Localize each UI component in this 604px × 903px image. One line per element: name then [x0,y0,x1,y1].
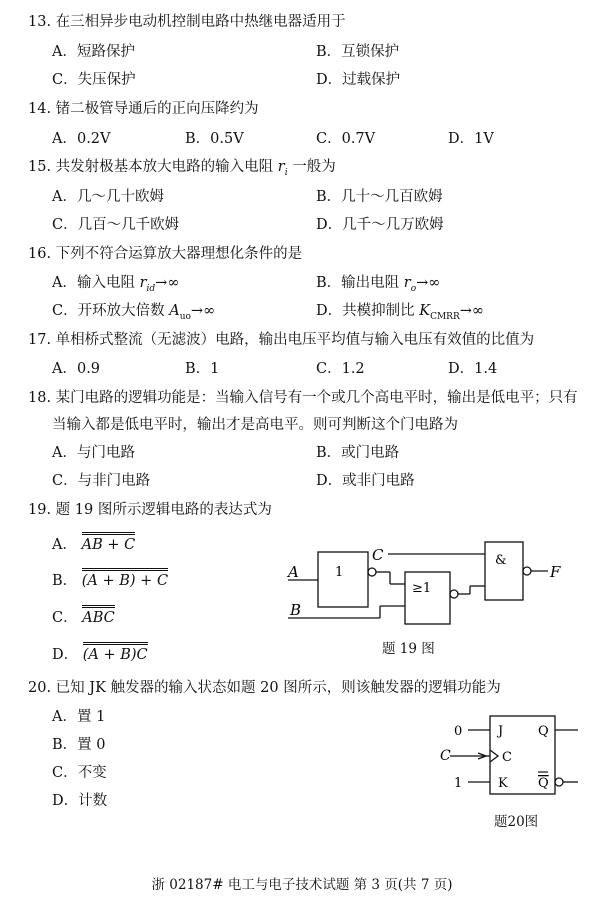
option-14-b[interactable]: B．0.5V [185,131,244,147]
pin-qbar: Q [538,776,549,791]
nor-bubble [450,590,458,598]
question-15 [28,155,336,178]
option-tail: →∞ [459,303,484,319]
option-19-c[interactable] [52,605,115,627]
option-label: C． [52,610,78,626]
question-stem: 共发射极基本放大电路的输入电阻 [55,159,274,175]
question-stem: 锗二极管导通后的正向压降约为 [55,101,259,117]
option-13-c[interactable]: C．失压保护 [52,72,136,88]
question-stem: 题 19 图所示逻辑电路的表达式为 [55,502,272,518]
question-number: 19. [28,502,52,518]
question-stem: 下列不符合运算放大器理想化条件的是 [55,246,303,262]
symbol-ri: $r_i$ [277,159,288,178]
option-text: D．共模抑制比 [316,303,415,319]
option-16-c[interactable]: C．开环放大倍数 $A_{uo}\to\infty$ [52,303,216,322]
question-14 [28,97,259,118]
option-14-c[interactable]: C．0.7V [316,131,376,147]
option-20-a[interactable]: A．置 1 [52,709,106,725]
figure-19-logic-circuit [280,530,580,635]
figure-20-caption: 题20图 [494,814,539,830]
question-17 [28,328,534,349]
input-a-label: A [288,563,299,581]
question-16 [28,242,302,263]
question-18-line2: 当输入都是低电平时，输出才是高电平。则可判断这个门电路为 [52,417,458,433]
figure-20-jk-flipflop [440,708,590,808]
clock-triangle [490,750,498,762]
option-tail: →∞ [190,303,216,319]
option-17-c[interactable]: C．1.2 [316,361,365,377]
nor-gate-label: ≥1 [412,581,432,596]
nand-gate [485,542,523,600]
question-number: 15. [28,159,52,175]
question-number: 13. [28,14,52,30]
option-16-b[interactable]: B．输出电阻 $r_o\to\infty$ [316,275,441,294]
option-15-d[interactable]: D．几千～几万欧姆 [316,217,444,233]
option-text: C．开环放大倍数 [52,303,165,319]
figure-19-caption: 题 19 图 [382,641,435,657]
question-number: 14. [28,101,52,117]
question-19 [28,498,272,519]
option-label: B． [52,573,78,589]
question-number: 20. [28,680,52,696]
option-18-d[interactable]: D．或非门电路 [316,473,415,489]
option-20-d[interactable]: D．计数 [52,793,108,809]
input-c-label: C [372,546,384,564]
question-stem: 单相桥式整流（无滤波）电路，输出电压平均值与输入电压有效值的比值为 [55,332,535,348]
question-number: 17. [28,332,52,348]
option-text: B．输出电阻 [316,275,400,291]
option-tail: →∞ [416,275,441,291]
question-stem-tail: 一般为 [292,159,336,175]
option-17-d[interactable]: D．1.4 [448,361,498,377]
question-18 [28,386,578,407]
option-14-a[interactable]: A．0.2V [52,131,111,147]
input-clock-label: C [440,748,451,764]
option-13-b[interactable]: B．互锁保护 [316,44,400,60]
option-17-a[interactable]: A．0.9 [52,361,101,377]
nor-gate [405,572,450,624]
expression-a: AB + C [82,532,136,553]
output-f-label: F [550,563,561,581]
question-number: 16. [28,246,52,262]
page-footer: 浙 02187# 电工与电子技术试题 第 3 页(共 7 页) [151,877,453,893]
option-text: A．输入电阻 [52,275,135,291]
option-19-d[interactable] [52,642,148,664]
pin-q: Q [538,724,549,739]
not-gate-label: 1 [335,565,344,580]
pin-c: C [502,750,512,765]
option-13-a[interactable]: A．短路保护 [52,44,135,60]
question-stem: 某门电路的逻辑功能是：当输入信号有一个或几个高电平时，输出是低电平；只有 [55,390,578,406]
question-stem: 在三相异步电动机控制电路中热继电器适用于 [55,14,346,30]
option-label: A． [52,537,77,553]
input-b-label: B [290,601,302,619]
expression-b: (A + B) + C [82,568,168,589]
option-20-c[interactable]: C．不变 [52,765,107,781]
option-19-a[interactable] [52,532,135,554]
nand-gate-label: & [495,553,507,568]
option-18-a[interactable]: A．与门电路 [52,445,135,461]
input-k-value: 1 [454,776,463,791]
option-13-d[interactable]: D．过载保护 [316,72,401,88]
option-18-c[interactable]: C．与非门电路 [52,473,151,489]
input-j-value: 0 [454,724,463,739]
question-number: 18. [28,390,52,406]
question-stem: 已知 JK 触发器的输入状态如题 20 图所示，则该触发器的逻辑功能为 [55,680,501,696]
option-14-d[interactable]: D．1V [448,131,494,147]
option-tail: →∞ [155,275,180,291]
option-15-c[interactable]: C．几百～几千欧姆 [52,217,180,233]
option-20-b[interactable]: B．置 0 [52,737,106,753]
question-13 [28,10,346,31]
expression-d: (A + B)C [83,642,148,663]
expression-c: ABC [82,605,115,626]
nand-bubble [523,567,531,575]
qbar-bubble [555,778,563,786]
pin-k: K [498,776,508,791]
option-16-a[interactable]: A．输入电阻 $r_{id}\to\infty$ [52,275,180,294]
not-bubble [368,568,376,576]
option-16-d[interactable]: D．共模抑制比 $K_{CMRR}\to\infty$ [316,303,484,322]
option-15-a[interactable]: A．几～几十欧姆 [52,189,164,205]
option-18-b[interactable]: B．或门电路 [316,445,400,461]
option-19-b[interactable] [52,568,168,590]
option-label: D． [52,647,79,663]
pin-j: J [498,724,504,739]
question-20 [28,676,501,697]
option-15-b[interactable]: B．几十～几百欧姆 [316,189,443,205]
option-17-b[interactable]: B．1 [185,361,220,377]
